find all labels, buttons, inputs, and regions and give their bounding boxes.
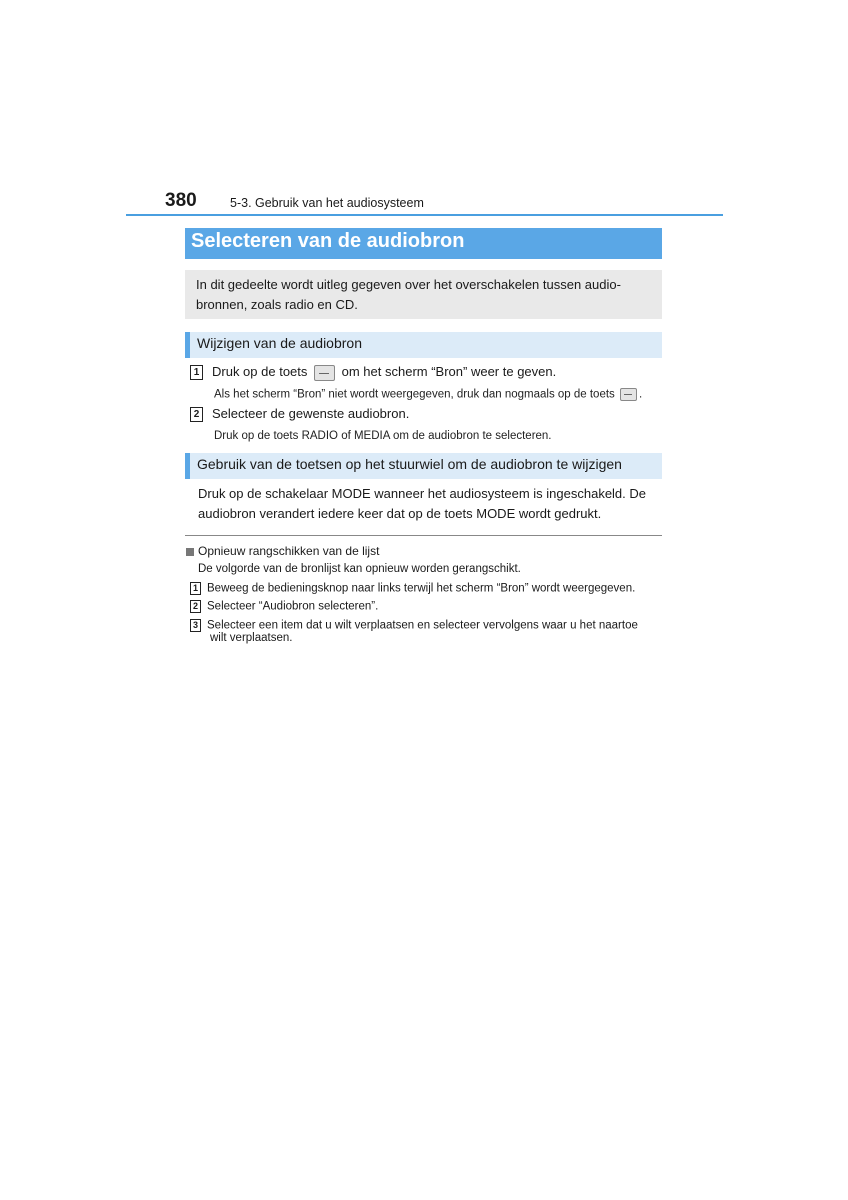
rearrange-step-number-3: 3 bbox=[190, 619, 201, 632]
note-text-before: Als het scherm “Bron” niet wordt weergegeven, druk dan nogmaals op de toets bbox=[214, 388, 615, 401]
rearrange-heading-text: Opnieuw rangschikken van de lijst bbox=[198, 544, 380, 558]
step-1-text-after: om het scherm “Bron” weer te geven. bbox=[341, 364, 557, 379]
intro-line-1: In dit gedeelte wordt uitleg gegeven over het overschakelen tussen audio- bbox=[196, 277, 621, 292]
step-number-2: 2 bbox=[190, 407, 203, 422]
steering-paragraph bbox=[198, 484, 660, 524]
rearrange-step-number-1: 1 bbox=[190, 582, 201, 595]
intro-box bbox=[185, 270, 662, 319]
rearrange-step-2 bbox=[190, 600, 660, 613]
rearrange-step-2-text: Selecteer “Audiobron selecteren”. bbox=[207, 600, 379, 613]
step-number-1: 1 bbox=[190, 365, 203, 380]
step-2 bbox=[190, 406, 409, 422]
section-heading-change-source: Wijzigen van de audiobron bbox=[185, 332, 662, 358]
rearrange-step-3 bbox=[190, 619, 660, 644]
section-heading-steering-wheel: Gebruik van de toetsen op het stuurwiel om de audiobron te wijzigen bbox=[185, 453, 662, 479]
page-number: 380 bbox=[165, 190, 197, 211]
source-button-icon bbox=[314, 365, 335, 381]
rearrange-step-1-text: Beweeg de bedieningsknop naar links terwijl het scherm “Bron” wordt weergegeven. bbox=[207, 582, 636, 595]
rearrange-step-3-line-1: Selecteer een item dat u wilt verplaatsen en selecteer vervolgens waar u het naartoe bbox=[207, 619, 638, 632]
step-1 bbox=[190, 364, 556, 381]
step-1-note bbox=[214, 388, 642, 401]
section-breadcrumb: 5-3. Gebruik van het audiosysteem bbox=[230, 196, 424, 210]
steering-line-2: audiobron verandert iedere keer dat op de toets MODE wordt gedrukt. bbox=[198, 506, 602, 521]
page-title: Selecteren van de audiobron bbox=[185, 228, 662, 259]
rearrange-heading bbox=[186, 544, 379, 558]
step-1-text-before: Druk op de toets bbox=[212, 364, 308, 379]
header-rule bbox=[126, 214, 723, 216]
note-text-after: . bbox=[639, 388, 643, 401]
rearrange-step-number-2: 2 bbox=[190, 600, 201, 613]
step-2-text: Selecteer de gewenste audiobron. bbox=[212, 406, 410, 421]
step-2-note: Druk op de toets RADIO of MEDIA om de audiobron te selecteren. bbox=[214, 430, 552, 442]
intro-line-2: bronnen, zoals radio en CD. bbox=[196, 297, 358, 312]
rearrange-intro: De volgorde van de bronlijst kan opnieuw worden gerangschikt. bbox=[198, 563, 521, 575]
rearrange-step-1 bbox=[190, 582, 660, 595]
square-bullet-icon bbox=[186, 548, 194, 556]
steering-line-1: Druk op de schakelaar MODE wanneer het audiosysteem is ingeschakeld. De bbox=[198, 486, 647, 501]
rearrange-step-3-line-2: wilt verplaatsen. bbox=[210, 632, 293, 644]
separator-rule bbox=[185, 535, 662, 536]
source-button-icon-small bbox=[620, 388, 637, 401]
